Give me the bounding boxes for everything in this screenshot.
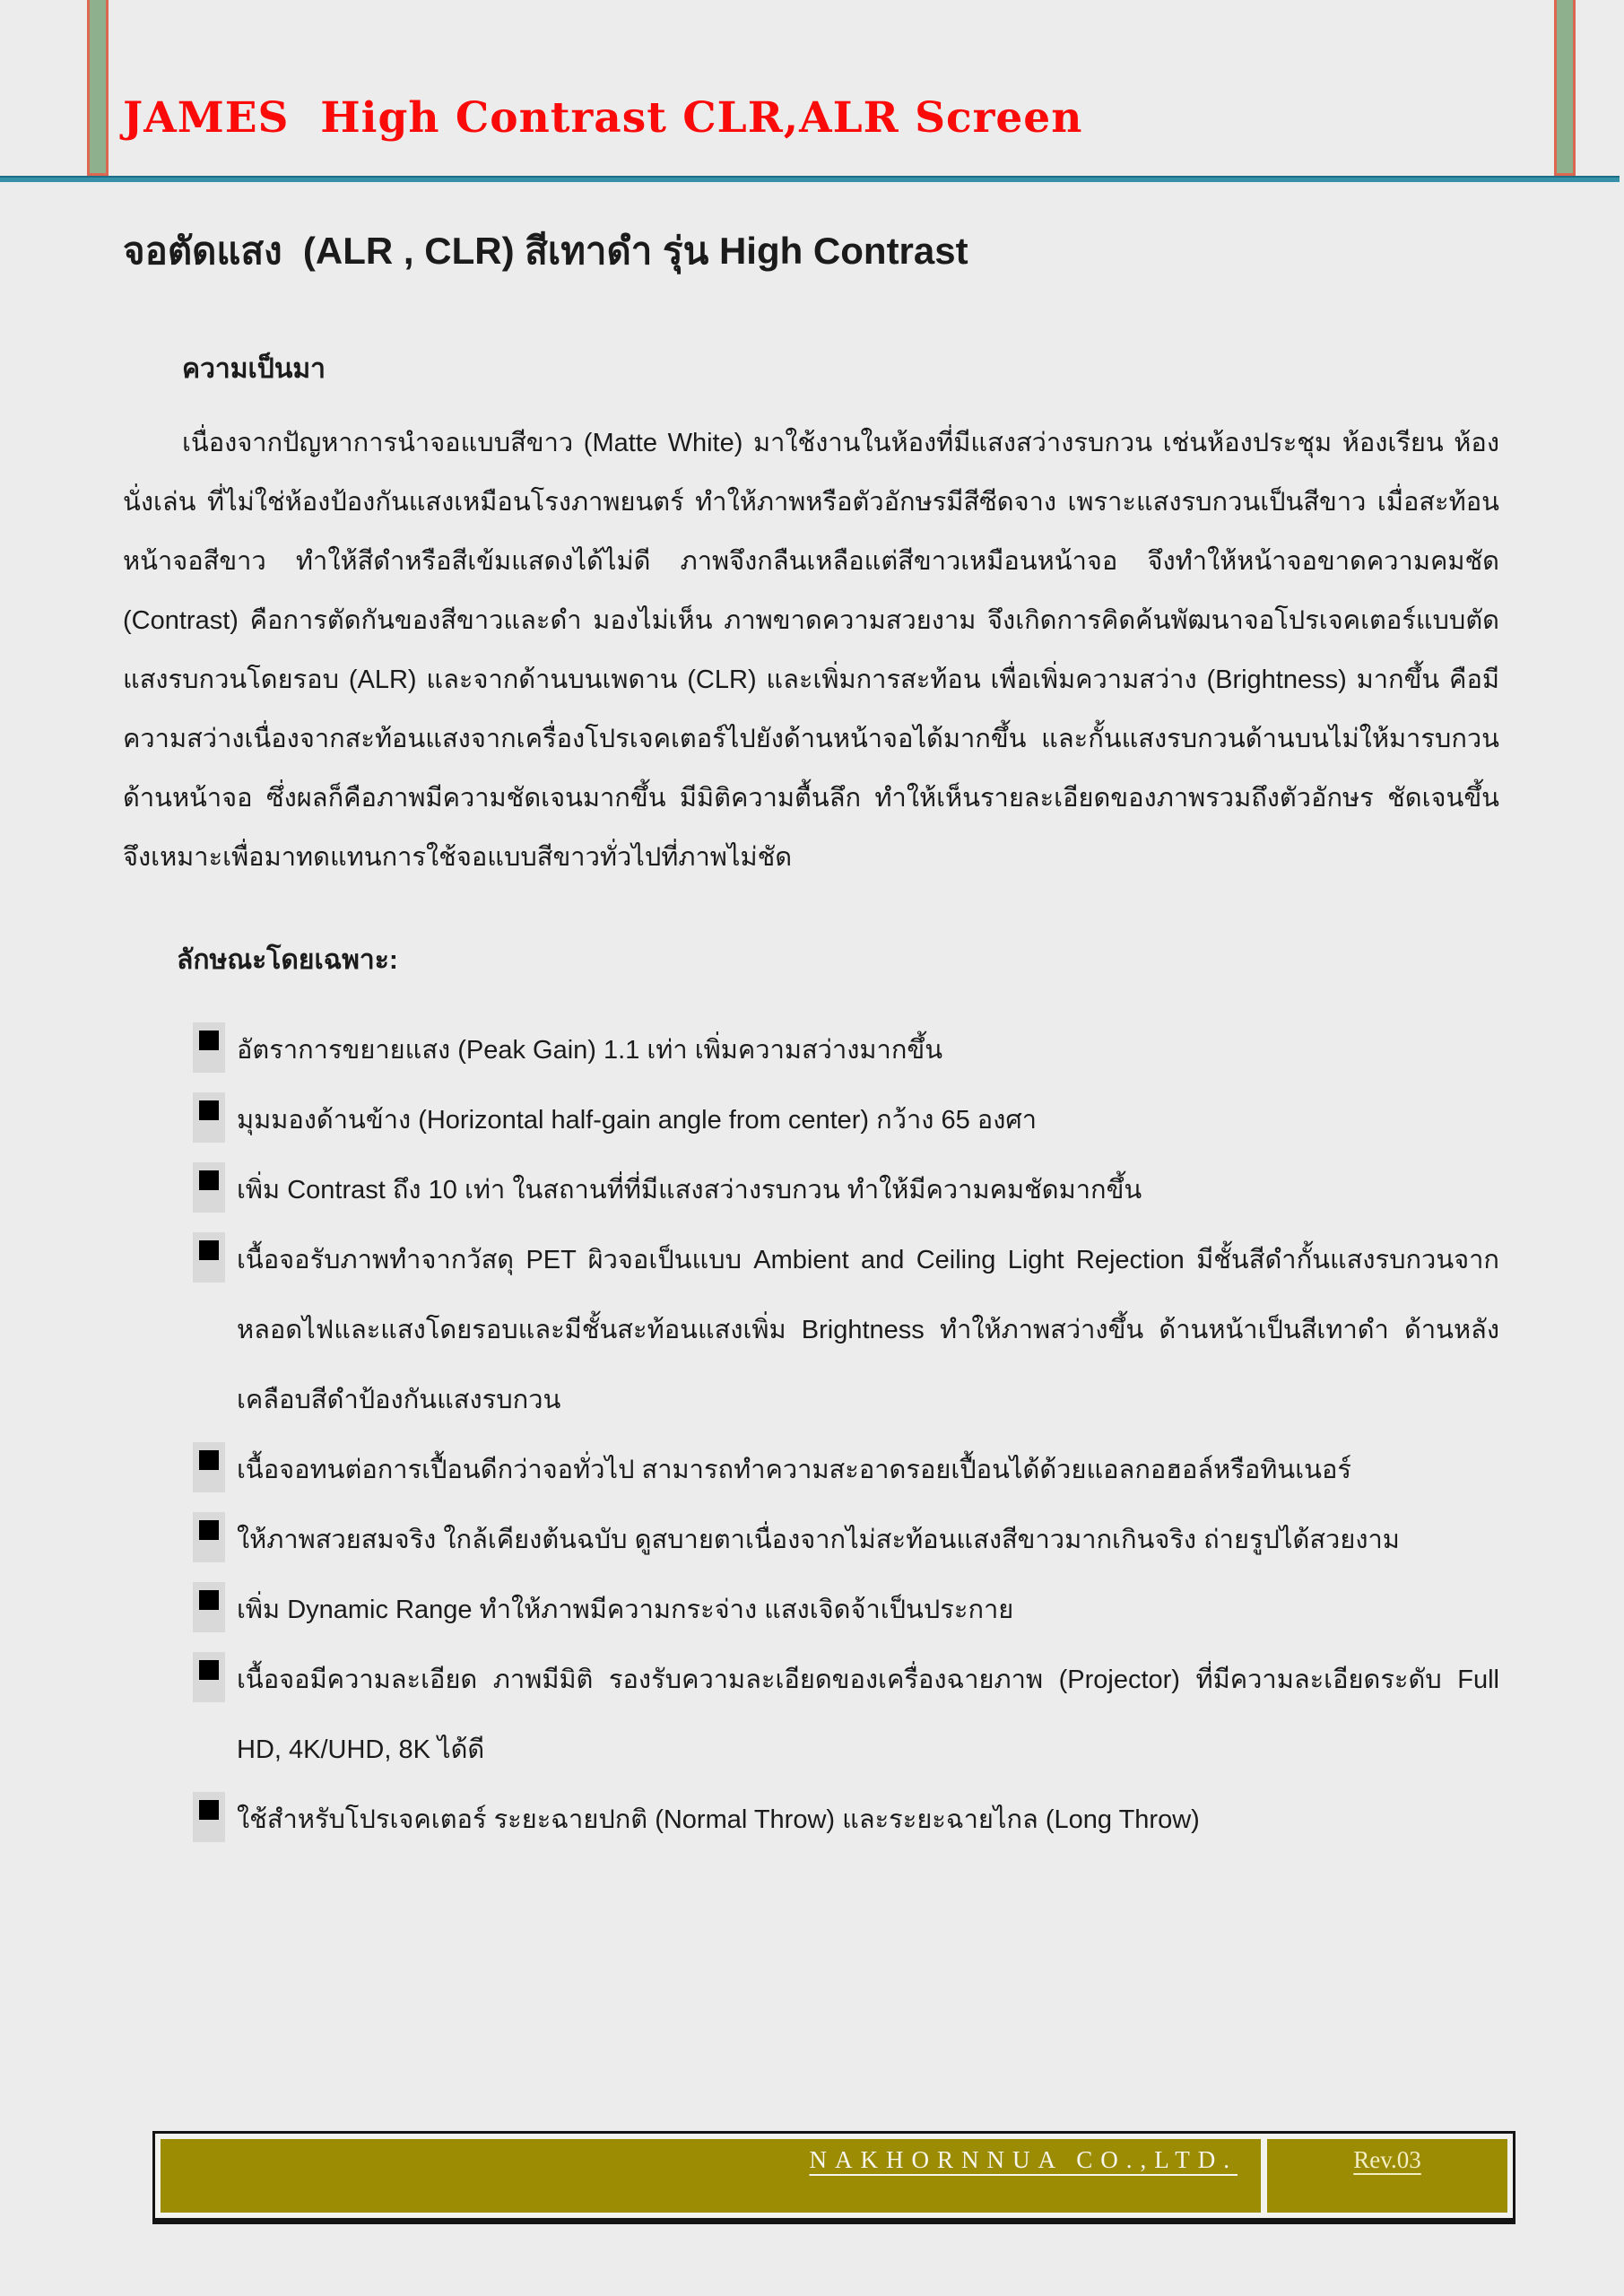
header-accent-bar-right xyxy=(1554,0,1576,176)
feature-item xyxy=(123,1225,1499,1435)
bullet-square-icon xyxy=(199,1240,219,1260)
footer-box xyxy=(152,2131,1515,2224)
bullet-square-icon xyxy=(199,1170,219,1190)
bullet-square-icon xyxy=(199,1800,219,1820)
feature-item xyxy=(123,1015,1499,1085)
feature-item xyxy=(123,1435,1499,1505)
feature-text: มุมมองด้านข้าง (Horizontal half-gain angle from center) กว้าง 65 องศา xyxy=(237,1106,1038,1135)
page-title: จอตัดแสง (ALR , CLR) สีเทาดำ รุ่น High Contrast xyxy=(123,230,968,272)
feature-text: เนื้อจอรับภาพทำจากวัสดุ PET ผิวจอเป็นแบบ Ambient and Ceiling Light Rejection มีชั้นสีดำกั้นแสงรบกวนจากหลอดไฟและแสงโดยรอบและมีชั้นสะท้อนแสงเพิ่ม Brightness ทำให้ภาพสว่างขึ้น ด้านหน้าเป็นสีเทาดำ ด้านหลังเคลือบสีดำป้องกันแสงรบกวน xyxy=(237,1246,1499,1414)
section-heading-background: ความเป็นมา xyxy=(182,354,326,384)
bullet-square-icon xyxy=(199,1590,219,1610)
section-heading-features: ลักษณะโดยเฉพาะ: xyxy=(177,945,398,975)
feature-list xyxy=(123,1015,1499,1855)
feature-item xyxy=(123,1785,1499,1855)
feature-item xyxy=(123,1085,1499,1155)
feature-item xyxy=(123,1645,1499,1785)
feature-text: ให้ภาพสวยสมจริง ใกล้เคียงต้นฉบับ ดูสบายตาเนื่องจากไม่สะท้อนแสงสีขาวมากเกินจริง ถ่ายรูปได้สวยงาม xyxy=(237,1526,1400,1554)
header-rule xyxy=(0,176,1620,182)
background-paragraph: เนื่องจากปัญหาการนำจอแบบสีขาว (Matte White) มาใช้งานในห้องที่มีแสงสว่างรบกวน เช่นห้องประชุม ห้องเรียน ห้องนั่งเล่น ที่ไม่ใช่ห้องป้องกันแสงเหมือนโรงภาพยนตร์ ทำให้ภาพหรือตัวอักษรมีสีซีดจาง เพราะแสงรบกวนเป็นสีขาว เมื่อสะท้อนหน้าจอสีขาว ทำให้สีดำหรือสีเข้มแสดงได้ไม่ดี ภาพจึงกลืนเหลือแต่สีขาวเหมือนหน้าจอ จึงทำให้หน้าจอขาดความคมชัด (Contrast) คือการตัดกันของสีขาวและดำ มองไม่เห็น ภาพขาดความสวยงาม จึงเกิดการคิดค้นพัฒนาจอโปรเจคเตอร์แบบตัดแสงรบกวนโดยรอบ (ALR) และจากด้านบนเพดาน (CLR) และเพิ่มการสะท้อน เพื่อเพิ่มความสว่าง (Brightness) มากขึ้น คือมีความสว่างเนื่องจากสะท้อนแสงจากเครื่องโปรเจคเตอร์ไปยังด้านหน้าจอได้มากขึ้น และกั้นแสงรบกวนด้านบนไม่ให้มารบกวนด้านหน้าจอ ซึ่งผลก็คือภาพมีความชัดเจนมากขึ้น มีมิติความตื้นลึก ทำให้เห็นรายละเอียดของภาพรวมถึงตัวอักษร ชัดเจนขึ้น จึงเหมาะเพื่อมาทดแทนการใช้จอแบบสีขาวทั่วไปที่ภาพไม่ชัด xyxy=(123,429,1500,872)
feature-text: เพิ่ม Contrast ถึง 10 เท่า ในสถานที่ที่มีแสงสว่างรบกวน ทำให้มีความคมชัดมากขึ้น xyxy=(237,1176,1142,1205)
bullet-square-icon xyxy=(199,1031,219,1050)
footer-company-cell xyxy=(161,2139,1261,2213)
bullet-square-icon xyxy=(199,1450,219,1470)
footer-revision: Rev.03 xyxy=(1353,2146,1421,2173)
feature-item xyxy=(123,1505,1499,1575)
feature-text: เพิ่ม Dynamic Range ทำให้ภาพมีความกระจ่าง แสงเจิดจ้าเป็นประกาย xyxy=(237,1596,1014,1624)
footer-company: NAKHORNNUA CO.,LTD. xyxy=(809,2146,1238,2173)
document-body xyxy=(123,224,1499,1855)
feature-item xyxy=(123,1155,1499,1225)
feature-text: ใช้สำหรับโปรเจคเตอร์ ระยะฉายปกติ (Normal Throw) และระยะฉายไกล (Long Throw) xyxy=(237,1805,1200,1834)
feature-item xyxy=(123,1575,1499,1645)
bullet-square-icon xyxy=(199,1660,219,1680)
header-accent-bar-left xyxy=(87,0,109,176)
bullet-square-icon xyxy=(199,1520,219,1540)
feature-text: เนื้อจอทนต่อการเปื้อนดีกว่าจอทั่วไป สามารถทำความสะอาดรอยเปื้อนได้ด้วยแอลกอฮอล์หรือทินเนอร์ xyxy=(237,1456,1351,1484)
feature-text: เนื้อจอมีความละเอียด ภาพมีมิติ รองรับความละเอียดของเครื่องฉายภาพ (Projector) ที่มีความละเอียดระดับ Full HD, 4K/UHD, 8K ได้ดี xyxy=(237,1665,1499,1764)
footer-revision-cell xyxy=(1267,2139,1507,2213)
feature-text: อัตราการขยายแสง (Peak Gain) 1.1 เท่า เพิ่มความสว่างมากขึ้น xyxy=(237,1036,943,1065)
bullet-square-icon xyxy=(199,1100,219,1120)
header-title: JAMES High Contrast CLR,ALR Screen xyxy=(123,93,1083,143)
